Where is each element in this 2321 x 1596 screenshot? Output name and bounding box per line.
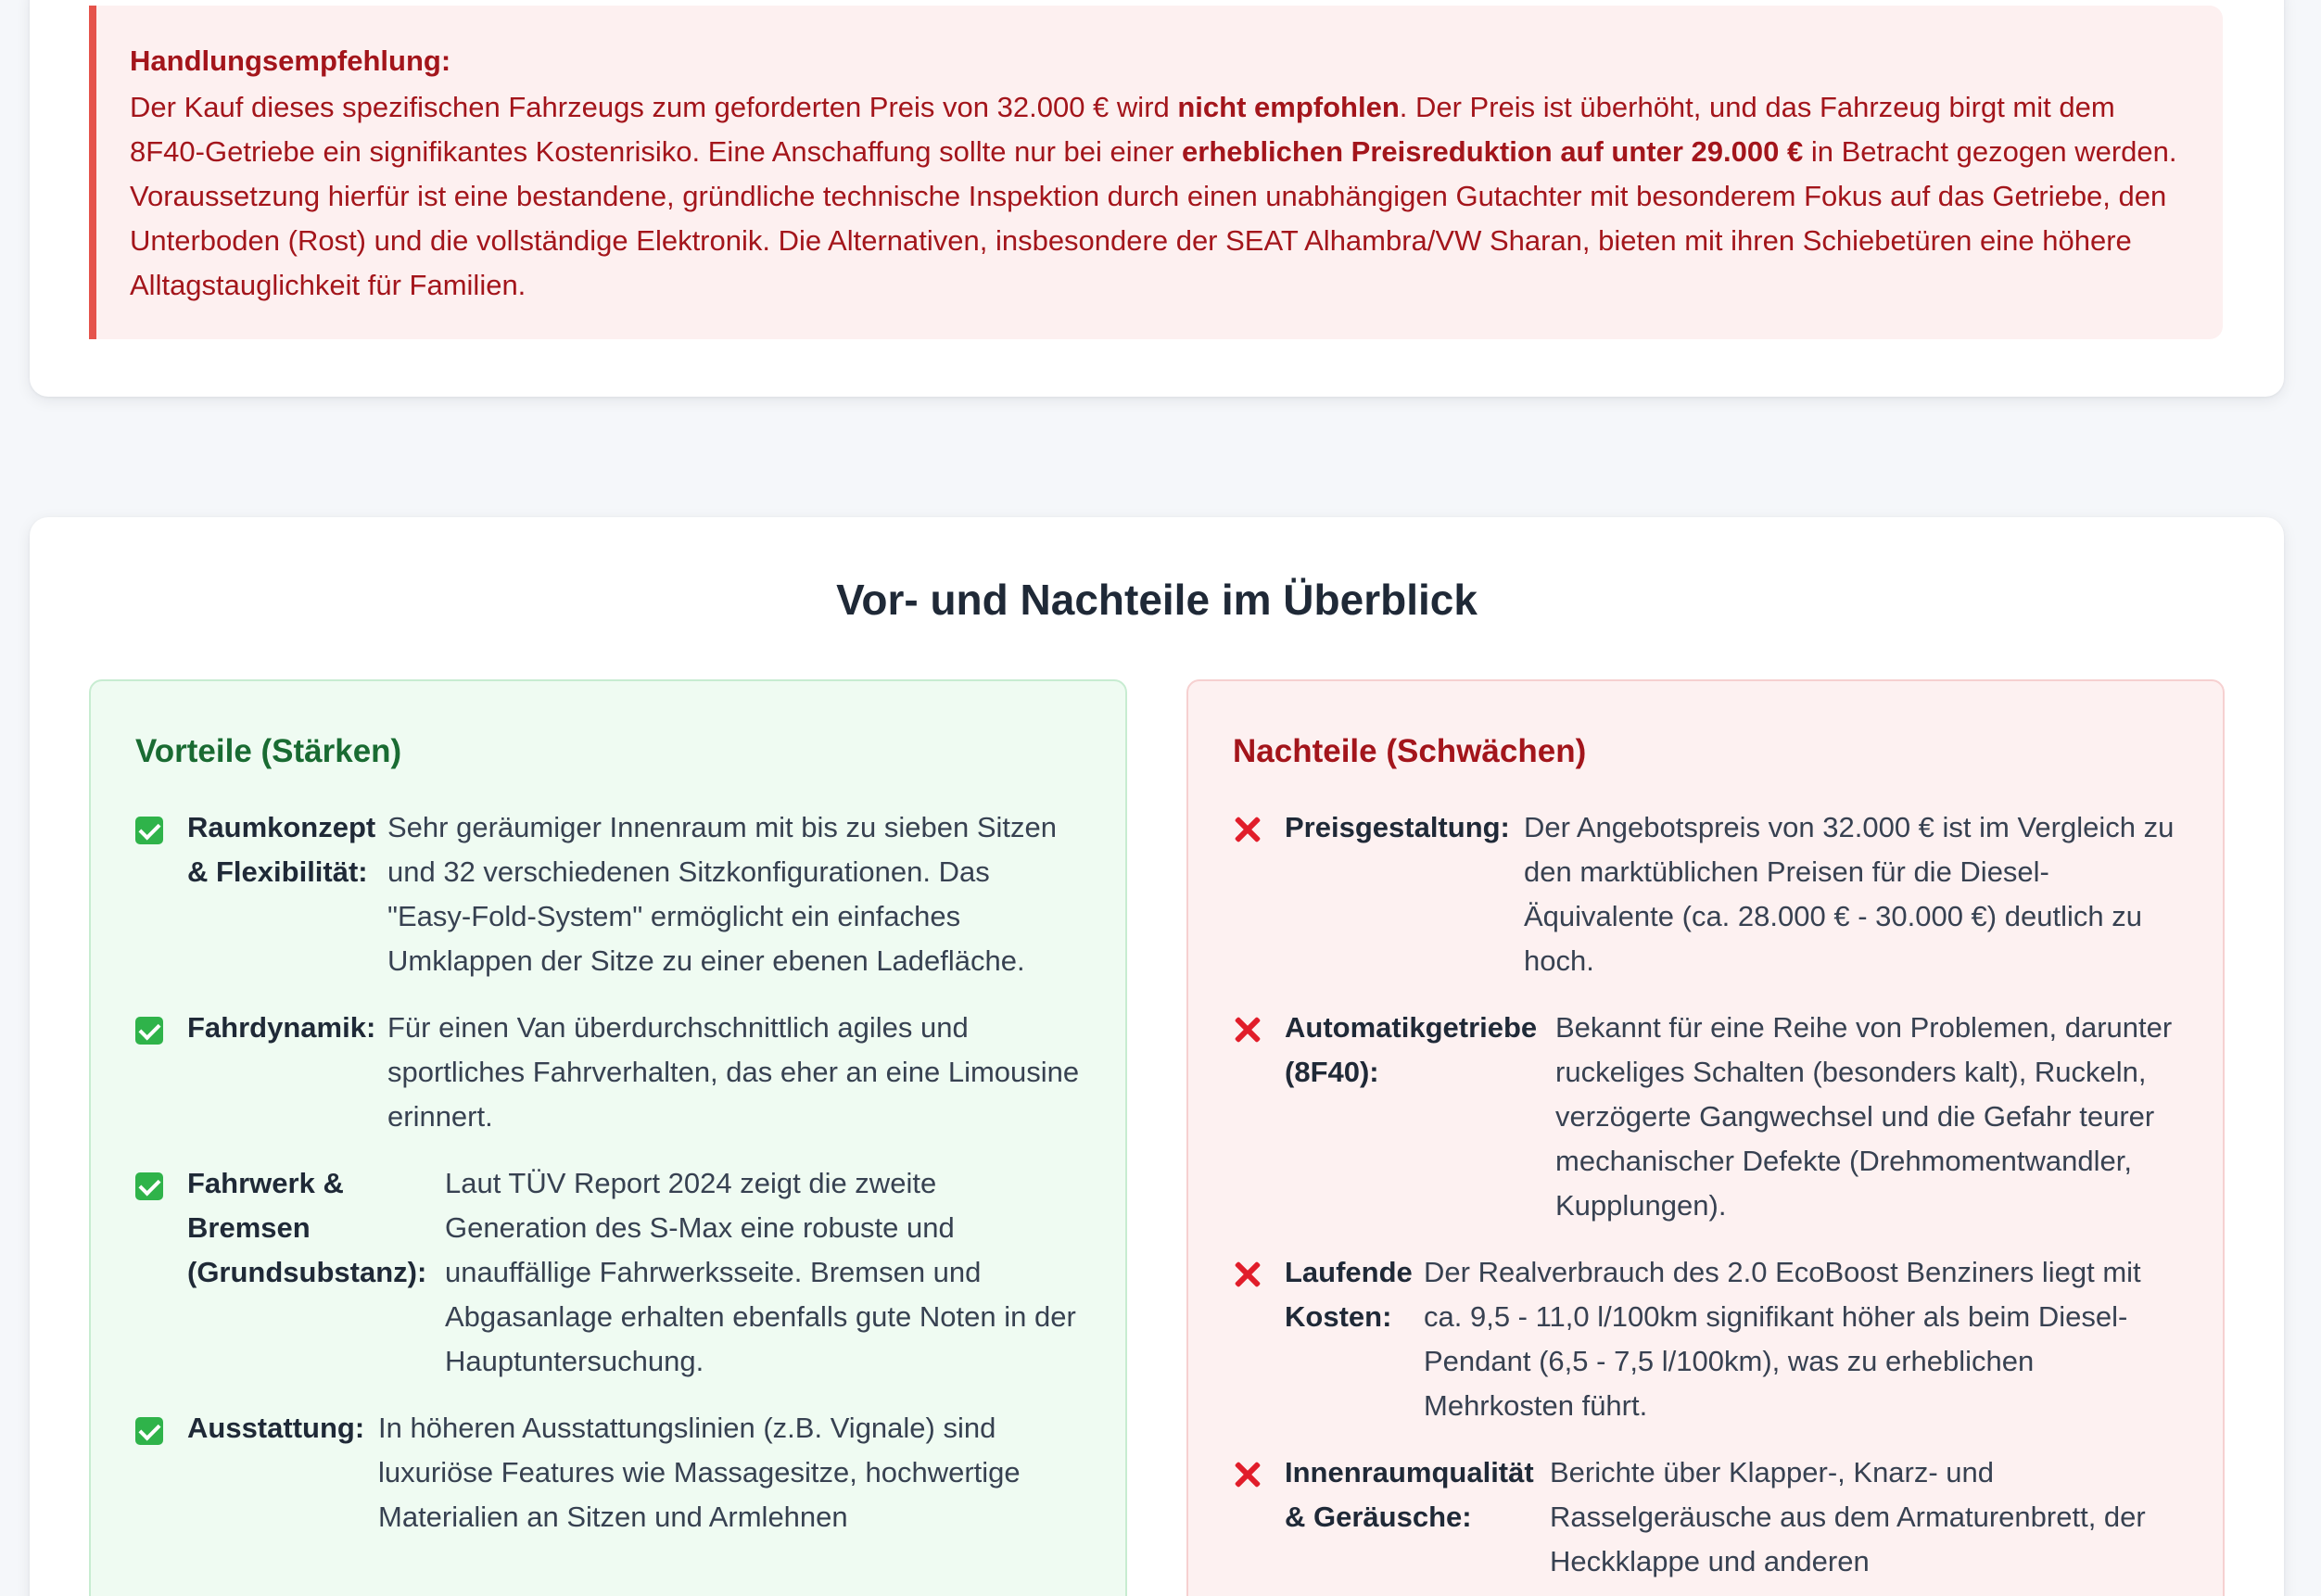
pros-cons-card — [30, 517, 2284, 1596]
pro-item — [135, 1161, 1081, 1384]
pros-column — [89, 679, 1127, 1596]
recommendation-text-part: . Der Preis ist überhöht, und das Fahrzeug birgt mit dem 8F40-Getriebe ein signifikantes Kostenrisiko. Eine Anschaffung sollte nur bei einer — [130, 91, 2115, 168]
recommendation-heading: Handlungsempfehlung: — [130, 44, 451, 77]
pro-item — [135, 1406, 1081, 1539]
pro-item-label: Ausstattung: — [187, 1412, 365, 1444]
pro-item-label: Fahrdynamik: — [187, 1011, 376, 1044]
con-item-desc: Der Angebotspreis von 32.000 € ist im Vergleich zu den marktüblichen Preisen für die Diesel-Äquivalente (ca. 28.000 € - 30.000 €) deutlich zu hoch. — [1524, 811, 2175, 977]
recommendation-callout — [89, 6, 2223, 339]
pros-heading: Vorteile (Stärken) — [135, 733, 402, 769]
cons-heading: Nachteile (Schwächen) — [1233, 733, 1587, 769]
cross-icon — [1233, 815, 1262, 844]
pro-item — [135, 805, 1081, 983]
check-icon — [135, 817, 163, 844]
con-item-desc: Bekannt für eine Reihe von Problemen, darunter ruckeliges Schalten (besonders kalt), Ruckeln, verzögerte Gangwechsel und die Gefahr teurer mechanischer Defekte (Drehmomentwandler, Kupplungen). — [1555, 1011, 2173, 1222]
cross-icon — [1233, 1460, 1262, 1489]
check-icon — [135, 1417, 163, 1445]
con-item — [1233, 1250, 2178, 1428]
pro-item-desc: Laut TÜV Report 2024 zeigt die zweite Generation des S-Max eine robuste und unauffällige Fahrwerksseite. Bremsen und Abgasanlage erhalten ebenfalls gute Noten in der Hauptuntersuchung. — [445, 1167, 1076, 1377]
con-item — [1233, 1450, 2178, 1584]
check-icon — [135, 1172, 163, 1200]
pro-item-desc: Für einen Van überdurchschnittlich agiles und sportliches Fahrverhalten, das eher an eine Limousine erinnert. — [387, 1011, 1080, 1133]
cons-column — [1186, 679, 2225, 1596]
con-item — [1233, 805, 2178, 983]
pro-item-desc: Sehr geräumiger Innenraum mit bis zu sieben Sitzen und 32 verschiedenen Sitzkonfigurationen. Das "Easy-Fold-System" ermöglicht ein einfaches Umklappen der Sitze zu einer ebenen Ladefläche. — [387, 811, 1057, 977]
con-item-label: Innenraumqualität & Geräusche: — [1285, 1456, 1534, 1533]
section-title: Vor- und Nachteile im Überblick — [836, 576, 1478, 624]
recommendation-text-part: in Betracht gezogen werden. Voraussetzung hierfür ist eine bestandene, gründliche technische Inspektion durch einen unabhängigen Gutachter mit besonderem Fokus auf das Getriebe, den Unterboden (Rost) und die vollständige Elektronik. Die Alternativen, insbesondere der SEAT Alhambra/VW Sharan, bieten mit ihren Schiebetüren eine höhere Alltagstauglichkeit für Familien. — [130, 135, 2177, 301]
con-item-label: Preisgestaltung: — [1285, 811, 1510, 843]
con-item — [1233, 1006, 2178, 1228]
pro-item-desc: In höheren Ausstattungslinien (z.B. Vignale) sind luxuriöse Features wie Massagesitze, hochwertige Materialien an Sitzen und Armlehnen — [378, 1412, 1021, 1533]
pro-item-label: Raumkonzept & Flexibilität: — [187, 811, 376, 888]
con-item-label: Laufende Kosten: — [1285, 1256, 1413, 1333]
cross-icon — [1233, 1015, 1262, 1045]
recommendation-highlight-price: erheblichen Preisreduktion auf unter 29.000 € — [1182, 135, 1804, 168]
pro-item — [135, 1006, 1081, 1139]
check-icon — [135, 1017, 163, 1045]
pro-item-label: Fahrwerk & Bremsen (Grundsubstanz): — [187, 1167, 427, 1288]
recommendation-text — [130, 85, 2189, 308]
con-item-label: Automatikgetriebe (8F40): — [1285, 1011, 1538, 1088]
con-item-desc: Berichte über Klapper-, Knarz- und Rasselgeräusche aus dem Armaturenbrett, der Heckklappe und anderen — [1550, 1456, 2146, 1577]
recommendation-card — [30, 0, 2284, 397]
cross-icon — [1233, 1260, 1262, 1289]
con-item-desc: Der Realverbrauch des 2.0 EcoBoost Benziners liegt mit ca. 9,5 - 11,0 l/100km signifikant höher als beim Diesel-Pendant (6,5 - 7,5 l/100km), was zu erheblichen Mehrkosten führt. — [1424, 1256, 2141, 1422]
recommendation-highlight-not-recommended: nicht empfohlen — [1177, 91, 1400, 123]
recommendation-text-part: Der Kauf dieses spezifischen Fahrzeugs zum geforderten Preis von 32.000 € wird — [130, 91, 1178, 123]
